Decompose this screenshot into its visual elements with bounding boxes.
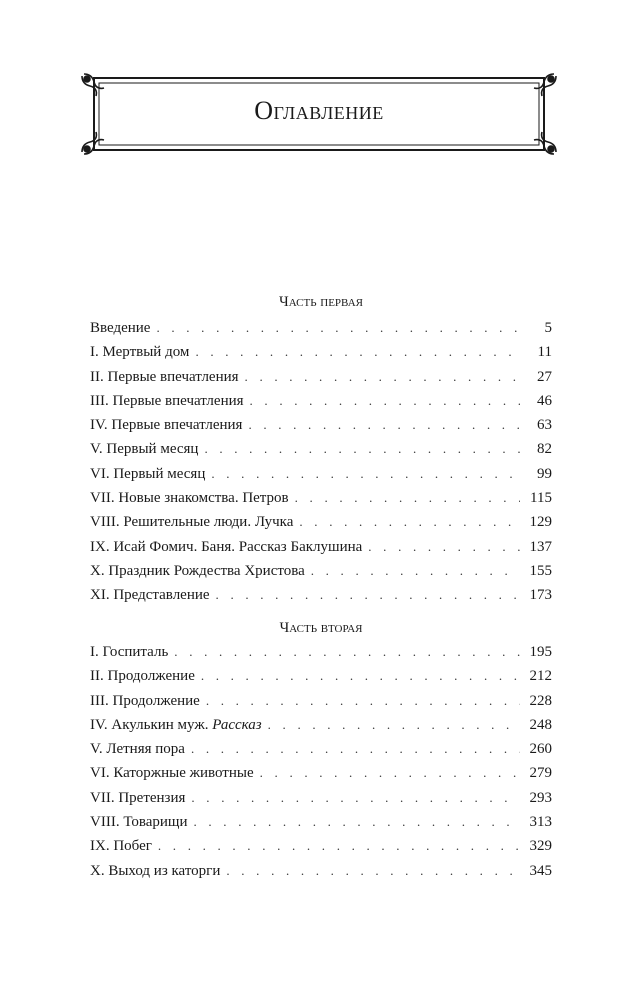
toc-entry-label [90, 535, 368, 559]
dot-leader [245, 365, 520, 389]
toc-entry-title: VIII. Решительные люди. Лучка [90, 514, 294, 531]
toc-entry-page: 212 [529, 668, 552, 685]
dot-leader [191, 737, 520, 761]
toc-entry-page: 137 [529, 538, 552, 555]
toc-entry-label [90, 786, 191, 810]
dot-leader [295, 486, 520, 510]
dot-leader [201, 664, 520, 688]
dot-leader [311, 559, 520, 583]
toc-entry-label [90, 713, 268, 737]
toc-entry-title: IX. Побег [90, 838, 152, 855]
toc-entry-label [90, 340, 195, 364]
part-one-heading: Часть первая [279, 294, 363, 310]
toc-entry-title: XI. Представление [90, 587, 210, 604]
toc-entry-page: 313 [529, 814, 552, 831]
dot-leader [191, 786, 520, 810]
dot-leader [216, 583, 520, 607]
toc-entry-title: II. Продолжение [90, 668, 195, 685]
dot-leader [195, 340, 520, 364]
toc-entry[interactable] [90, 583, 552, 607]
toc-entry-page: 293 [529, 789, 552, 806]
toc-entry-page: 129 [529, 514, 552, 531]
toc-entry[interactable] [90, 786, 552, 810]
dot-leader [268, 713, 520, 737]
toc-entry-label [90, 510, 299, 534]
toc-entry-page: 195 [529, 644, 552, 660]
dot-leader [226, 859, 520, 883]
toc-entry-title: III. Первые впечатления [90, 392, 244, 409]
dot-leader [158, 834, 520, 858]
toc-entry-label [90, 810, 194, 834]
toc-entry[interactable] [90, 462, 552, 486]
toc-entry[interactable] [90, 859, 552, 883]
toc-entry[interactable] [90, 535, 552, 559]
toc-entry-title: VI. Первый месяц [90, 465, 206, 482]
part-two-heading: Часть вторая [279, 620, 363, 636]
toc-entry-italic: Рассказ [212, 716, 262, 733]
toc-entry-label [90, 559, 311, 583]
page-title: Оглавление [254, 96, 384, 125]
toc-part-two [90, 640, 552, 883]
toc-entry-page: 46 [537, 392, 552, 409]
toc-entry-title: IV. Первые впечатления [90, 417, 243, 434]
toc-entry-page: 279 [529, 765, 552, 782]
toc-entry[interactable] [90, 365, 552, 389]
toc-entry[interactable] [90, 689, 552, 713]
toc-entry[interactable] [90, 486, 552, 510]
toc-entry-label [90, 583, 216, 607]
toc-entry-title: X. Выход из каторги [90, 862, 221, 879]
toc-entry-page: 99 [537, 465, 552, 482]
toc-entry-title: Введение [90, 320, 151, 336]
toc-entry[interactable] [90, 737, 552, 761]
toc-entry-label [90, 389, 250, 413]
toc-entry-page: 228 [529, 692, 552, 709]
dot-leader [194, 810, 521, 834]
dot-leader [211, 462, 520, 486]
toc-entry[interactable] [90, 413, 552, 437]
toc-entry-page: 248 [529, 716, 552, 733]
toc-entry-page: 155 [529, 562, 552, 579]
toc-entry-page: 63 [537, 417, 552, 434]
toc-entry-label [90, 761, 260, 785]
dot-leader [206, 689, 520, 713]
toc-entry-label [90, 640, 174, 664]
toc-entry[interactable] [90, 810, 552, 834]
toc-entry[interactable] [90, 316, 552, 340]
toc-entry-label [90, 664, 201, 688]
toc-entry[interactable] [90, 340, 552, 364]
toc-entry-page: 11 [537, 344, 552, 361]
toc-entry[interactable] [90, 437, 552, 461]
toc-entry-page: 329 [529, 838, 552, 855]
toc-entry-title: V. Летняя пора [90, 741, 185, 758]
toc-entry-title: I. Госпиталь [90, 644, 169, 660]
toc-entry-page: 345 [529, 862, 552, 879]
dot-leader [299, 510, 520, 534]
toc-entry-page: 82 [537, 441, 552, 458]
toc-entry-label [90, 834, 158, 858]
toc-entry-label [90, 365, 245, 389]
toc-entry-title: VIII. Товарищи [90, 814, 188, 831]
toc-entry[interactable] [90, 761, 552, 785]
toc-entry[interactable] [90, 510, 552, 534]
toc-entry[interactable] [90, 389, 552, 413]
toc-entry-label [90, 737, 191, 761]
toc-entry[interactable] [90, 834, 552, 858]
toc-entry-title: VII. Новые знакомства. Петров [90, 490, 289, 507]
toc-entry[interactable] [90, 640, 552, 664]
toc-entry-label [90, 462, 211, 486]
toc-entry-title: I. Мертвый дом [90, 344, 190, 361]
toc-entry-label [90, 486, 295, 510]
dot-leader [156, 316, 520, 340]
dot-leader [174, 640, 520, 664]
toc-entry-label [90, 689, 206, 713]
toc-entry-title: IX. Исай Фомич. Баня. Рассказ Баклушина [90, 538, 363, 555]
toc-entry-label [90, 413, 248, 437]
toc-entry-title: II. Первые впечатления [90, 368, 239, 385]
toc-entry-page: 173 [529, 587, 552, 604]
dot-leader [368, 535, 520, 559]
toc-entry-page: 260 [529, 741, 552, 758]
toc-entry[interactable] [90, 664, 552, 688]
dot-leader [248, 413, 520, 437]
dot-leader [204, 437, 520, 461]
toc-entry-title: VI. Каторжные животные [90, 765, 254, 782]
toc-entry-title: VII. Претензия [90, 789, 186, 806]
toc-entry-page: 115 [530, 490, 552, 507]
title-frame [80, 72, 558, 156]
toc-entry-title: IV. Акулькин муж. [90, 716, 209, 733]
toc-entry-page: 27 [537, 368, 552, 385]
toc-entry-title: III. Продолжение [90, 692, 200, 709]
toc-part-one [90, 316, 552, 608]
toc-entry-label [90, 316, 156, 340]
toc-entry[interactable] [90, 559, 552, 583]
dot-leader [250, 389, 520, 413]
toc-entry-label [90, 859, 226, 883]
toc-entry-title: V. Первый месяц [90, 441, 199, 458]
dot-leader [260, 761, 520, 785]
toc-entry-page: 5 [544, 320, 552, 336]
toc-entry-title: X. Праздник Рождества Христова [90, 562, 305, 579]
toc-entry[interactable] [90, 713, 552, 737]
toc-entry-label [90, 437, 204, 461]
